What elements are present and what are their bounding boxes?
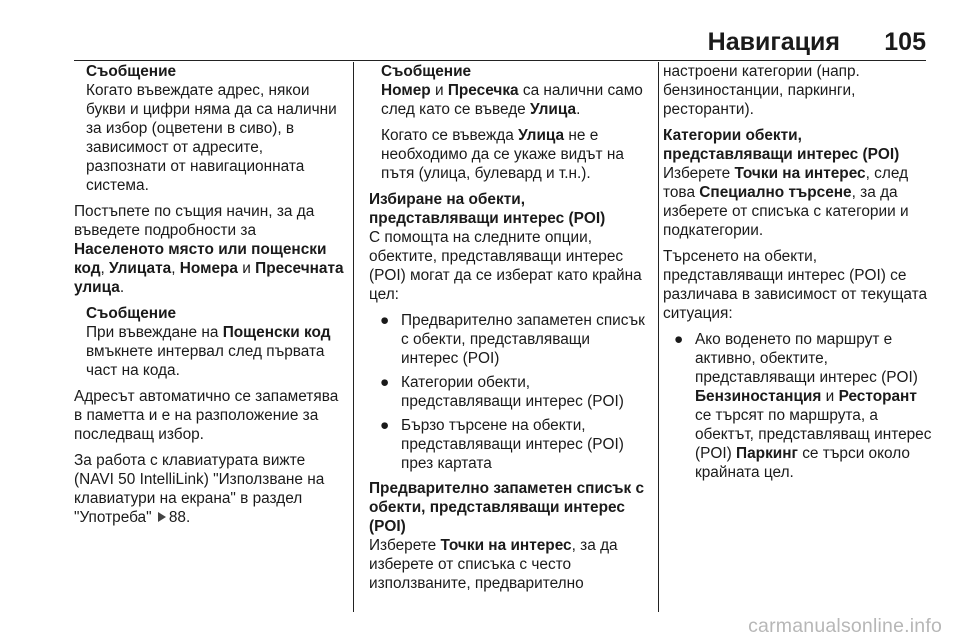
note-text: Когато въвеждате адрес, някои букви и цифри няма да са налични за избор (оцветени в сиво), в зависимост от адресите, разпознати от навигационната система. bbox=[86, 82, 337, 194]
bullet-dot: ● bbox=[380, 417, 390, 434]
note-title: Съобщение bbox=[86, 63, 177, 80]
note-title: Съобщение bbox=[381, 63, 472, 80]
bullet-dot: ● bbox=[380, 312, 390, 329]
column-divider-2 bbox=[658, 62, 659, 612]
header-rule bbox=[74, 60, 926, 61]
bullet-list bbox=[369, 311, 651, 473]
section-heading: Категории обекти, представляващи интерес (POI) bbox=[663, 127, 900, 163]
note-text: Номер и Пресечка са налични само след като се въведе Улица. bbox=[381, 82, 643, 118]
paragraph: Изберете Точки на интерес, за да изберете от списъка с често използваните, предварително bbox=[369, 537, 618, 592]
column-3 bbox=[663, 62, 933, 488]
paragraph: Адресът автоматично се запаметява в паметта и е на разположение за последващ избор. bbox=[74, 388, 339, 443]
page-reference[interactable]: 88. bbox=[168, 509, 191, 526]
bullet-dot: ● bbox=[674, 331, 684, 348]
paragraph: Изберете Точки на интерес, след това Специално търсене, за да изберете от списъка с категории и подкатегории. bbox=[663, 165, 909, 239]
column-2 bbox=[369, 62, 651, 600]
page-title: Навигация bbox=[707, 28, 840, 56]
list-item: ● Бързо търсене на обекти, представляващи интерес (POI) през картата bbox=[380, 417, 624, 472]
paragraph: Постъпете по същия начин, за да въведете подробности за Населеното място или пощенски код, Улицата, Номера и Пресечната улица. bbox=[74, 203, 344, 296]
list-item: ● Категории обекти, представляващи интерес (POI) bbox=[380, 374, 624, 410]
watermark: carmanualsonline.info bbox=[748, 615, 942, 637]
note-box bbox=[369, 62, 651, 119]
note-title: Съобщение bbox=[86, 305, 177, 322]
column-divider-1 bbox=[353, 62, 354, 612]
note-text-2: Когато се въвежда Улица не е необходимо да се укаже видът на пътя (улица, булевард и т.н.). bbox=[381, 127, 624, 182]
note-box bbox=[74, 62, 346, 195]
bullet-dot: ● bbox=[380, 374, 390, 391]
note-text: При въвеждане на Пощенски код вмъкнете интервал след първата част на кода. bbox=[86, 324, 331, 379]
paragraph: С помощта на следните опции, обектите, представляващи интерес (POI) могат да се изберат като крайна цел: bbox=[369, 229, 642, 303]
list-item: ● Предварително запаметен списък с обекти, представляващи интерес (POI) bbox=[380, 312, 645, 367]
bullet-list bbox=[663, 330, 933, 482]
column-1 bbox=[74, 62, 346, 534]
page-number: 105 bbox=[884, 28, 926, 56]
paragraph: Търсенето на обекти, представляващи интерес (POI) се различава в зависимост от текущата ситуация: bbox=[663, 248, 928, 322]
list-item: ● Ако воденето по маршрут е активно, обектите, представляващи интерес (POI) Бензиностанция и Ресторант се търсят по маршрута, а обектът, представляващ интерес (POI) Паркинг се търси около крайната цел. bbox=[674, 331, 932, 481]
section-heading: Предварително запаметен списък с обекти, представляващи интерес (POI) bbox=[369, 480, 645, 535]
paragraph: За работа с клавиатурата вижте (NAVI 50 IntelliLink) "Използване на клавиатури на екрана" в раздел "Употреба" 88. bbox=[74, 452, 325, 526]
arrow-right-icon bbox=[158, 512, 166, 522]
section-heading: Избиране на обекти, представляващи интерес (POI) bbox=[369, 191, 606, 227]
note-box bbox=[74, 304, 346, 380]
paragraph: настроени категории (напр. бензиностанции, паркинги, ресторанти). bbox=[663, 63, 860, 118]
